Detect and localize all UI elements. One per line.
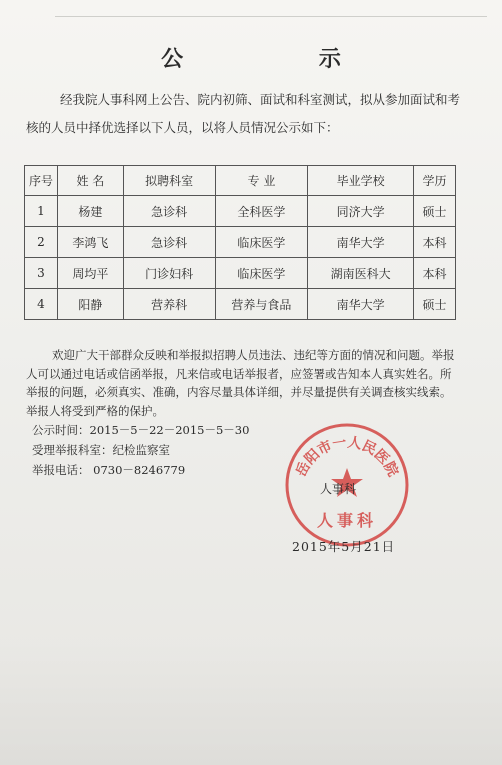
reporting-phone: 举报电话： 0730－8246779 bbox=[32, 463, 186, 477]
cell-school: 南华大学 bbox=[308, 227, 414, 258]
cell-school: 同济大学 bbox=[308, 196, 414, 227]
cell-department: 门诊妇科 bbox=[123, 258, 215, 289]
cell-major: 临床医学 bbox=[215, 227, 308, 258]
col-header-index: 序号 bbox=[25, 166, 58, 196]
cell-degree: 硕士 bbox=[414, 196, 456, 227]
signature-department: 人事科 bbox=[320, 482, 357, 496]
col-header-school: 毕业学校 bbox=[308, 166, 414, 196]
cell-department: 急诊科 bbox=[123, 227, 215, 258]
signature-date: 2015年5月21日 bbox=[292, 539, 396, 554]
cell-school: 南华大学 bbox=[308, 289, 414, 320]
cell-name: 阳静 bbox=[57, 289, 123, 320]
cell-name: 杨建 bbox=[57, 196, 123, 227]
report-notice-paragraph: 欢迎广大干部群众反映和举报拟招聘人员违法、违纪等方面的情况和问题。举报人可以通过电话或信函举报，凡来信或电话举报者，应签署或告知本人真实姓名。所举报的问题，必须真实、准确，内容尽量具体详细，并尽量提供有关调查核实线索。举报人将受到严格的保护。 bbox=[26, 348, 455, 418]
table-row bbox=[25, 258, 456, 289]
table-row bbox=[25, 196, 456, 227]
col-header-major: 专 业 bbox=[215, 166, 308, 196]
col-header-department: 拟聘科室 bbox=[123, 166, 215, 196]
reporting-office: 受理举报科室：纪检监察室 bbox=[32, 443, 170, 457]
cell-index: 1 bbox=[25, 196, 58, 227]
cell-school: 湖南医科大 bbox=[308, 258, 414, 289]
page-bottom-margin bbox=[0, 640, 502, 765]
seal-center-text: 人事科 bbox=[316, 511, 378, 530]
cell-name: 周均平 bbox=[57, 258, 123, 289]
cell-degree: 本科 bbox=[414, 258, 456, 289]
cell-major: 临床医学 bbox=[215, 258, 308, 289]
intro-paragraph: 经我院人事科网上公告、院内初筛、面试和科室测试，拟从参加面试和考核的人员中择优选择以下人员，以将人员情况公示如下： bbox=[26, 92, 461, 135]
table-header-row bbox=[25, 166, 456, 196]
table-row bbox=[25, 289, 456, 320]
cell-major: 营养与食品 bbox=[215, 289, 308, 320]
cell-index: 3 bbox=[25, 258, 58, 289]
page-title: 公 示 bbox=[161, 46, 405, 72]
cell-index: 4 bbox=[25, 289, 58, 320]
cell-department: 营养科 bbox=[123, 289, 215, 320]
cell-index: 2 bbox=[25, 227, 58, 258]
candidate-table bbox=[24, 165, 456, 320]
cell-name: 李鸿飞 bbox=[57, 227, 123, 258]
col-header-degree: 学历 bbox=[414, 166, 456, 196]
cell-degree: 硕士 bbox=[414, 289, 456, 320]
col-header-name: 姓 名 bbox=[57, 166, 123, 196]
paper-fold-line bbox=[55, 16, 487, 17]
cell-department: 急诊科 bbox=[123, 196, 215, 227]
seal-arc-text: 岳阳市一人民医院 bbox=[293, 434, 401, 480]
cell-degree: 本科 bbox=[414, 227, 456, 258]
publicity-period: 公示时间：2015－5－22－2015－5－30 bbox=[32, 423, 250, 437]
table-row bbox=[25, 227, 456, 258]
cell-major: 全科医学 bbox=[215, 196, 308, 227]
